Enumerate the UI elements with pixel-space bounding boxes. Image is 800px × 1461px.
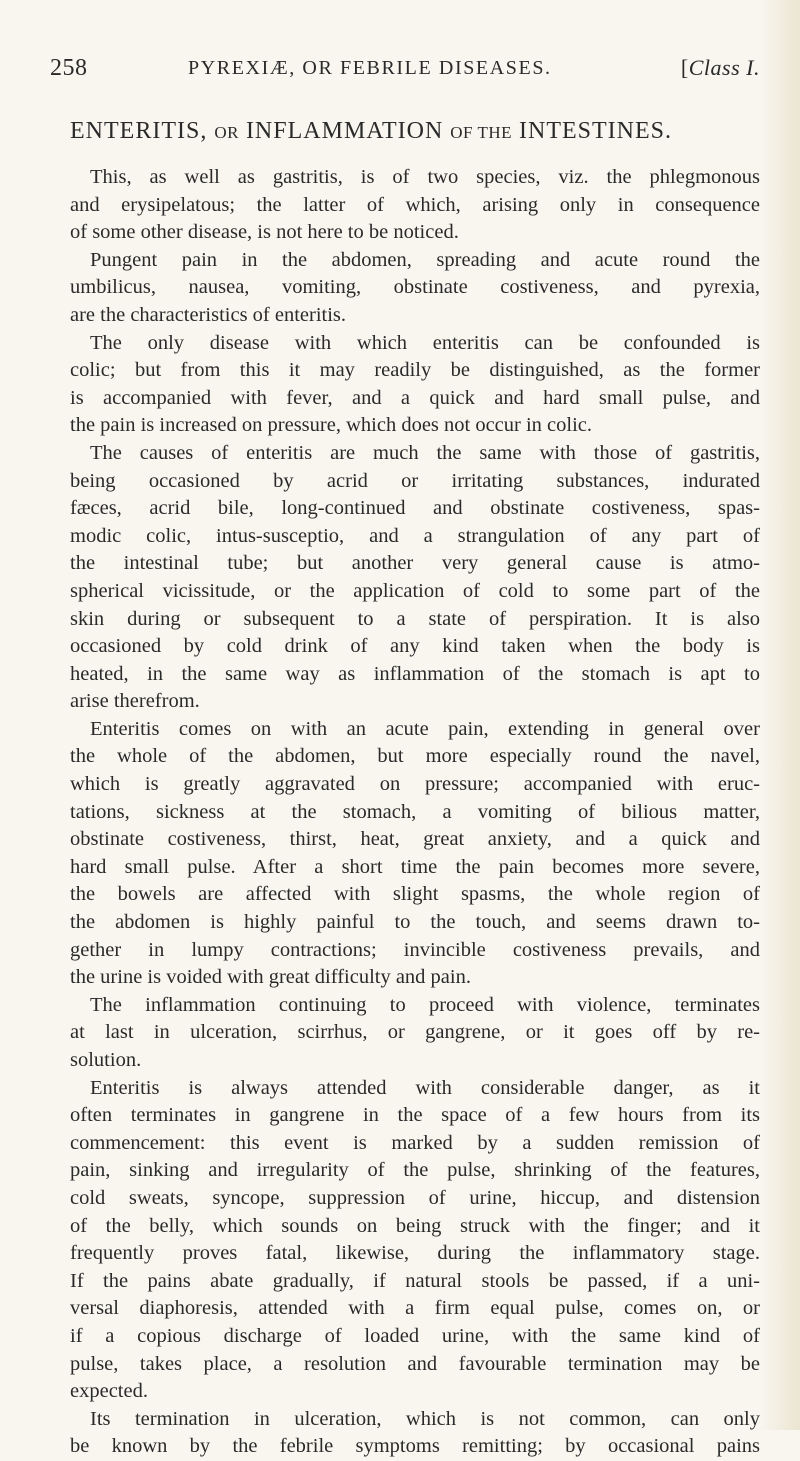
text-line: of some other disease, is not here to be noticed. — [70, 221, 459, 244]
text-line: fæces, acrid bile, long-continued and obstinate costiveness, spas- — [70, 497, 760, 520]
text-line: the pain is increased on pressure, which does not occur in colic. — [70, 414, 593, 437]
text-line: if a copious discharge of loaded urine, with the same kind of — [70, 1324, 760, 1347]
text-line: Its termination in ulceration, which is not common, can only — [90, 1407, 760, 1430]
heading-part-2: INFLAMMATION — [238, 118, 451, 144]
running-title: PYREXIÆ, OR FEBRILE DISEASES. — [188, 57, 552, 79]
text-line: hard small pulse. After a short time the pain becomes more severe, — [70, 855, 760, 878]
heading-part-1: ENTERITIS, — [70, 118, 215, 144]
text-line: at last in ulceration, scirrhus, or gangrene, or it goes off by re- — [70, 1021, 760, 1044]
text-line: arise therefrom. — [70, 690, 200, 713]
text-line: the abdomen is highly painful to the touch, and seems drawn to- — [70, 911, 760, 934]
text-line: expected. — [70, 1380, 148, 1403]
text-line: gether in lumpy contractions; invincible costiveness prevails, and — [70, 938, 760, 961]
text-line: occasioned by cold drink of any kind taken when the body is — [70, 635, 760, 658]
text-line: of the belly, which sounds on being struck with the finger; and it — [70, 1214, 760, 1237]
text-line: modic colic, intus-susceptio, and a strangulation of any part of — [70, 524, 760, 547]
heading-of-the: OF THE — [450, 123, 513, 142]
text-line: The only disease with which enteritis can be confounded is — [90, 331, 760, 354]
text-line: the whole of the abdomen, but more especially round the navel, — [70, 745, 760, 768]
text-line: The causes of enteritis are much the same with those of gastritis, — [90, 441, 760, 464]
text-line: often terminates in gangrene in the space of a few hours from its — [70, 1104, 760, 1127]
text-line: and erysipelatous; the latter of which, arising only in consequence — [70, 193, 760, 216]
text-line: be known by the febrile symptoms remitting; by occasional pains — [70, 1435, 760, 1458]
text-line: obstinate costiveness, thirst, heat, great anxiety, and a quick and — [70, 828, 760, 851]
class-label — [681, 55, 760, 81]
text-line: the urine is voided with great difficulty and pain. — [70, 966, 471, 989]
heading-or: OR — [214, 123, 239, 142]
text-line: umbilicus, nausea, vomiting, obstinate costiveness, and pyrexia, — [70, 276, 760, 299]
text-line: spherical vicissitude, or the application of cold to some part of the — [70, 579, 760, 602]
class-text: Class I. — [688, 55, 760, 80]
text-line: skin during or subsequent to a state of perspiration. It is also — [70, 607, 760, 630]
text-line: is accompanied with fever, and a quick and hard small pulse, and — [70, 386, 760, 409]
running-header — [50, 55, 760, 89]
text-line: versal diaphoresis, attended with a firm equal pulse, comes on, or — [70, 1297, 760, 1320]
class-bracket: [ — [680, 55, 689, 80]
page-edge-shading — [760, 0, 800, 1430]
page-number: 258 — [50, 55, 88, 81]
text-line: are the characteristics of enteritis. — [70, 303, 347, 326]
text-line: commencement: this event is marked by a sudden remission of — [70, 1131, 760, 1154]
text-line: pain, sinking and irregularity of the pulse, shrinking of the features, — [70, 1159, 760, 1182]
text-line: The inflammation continuing to proceed with violence, terminates — [90, 993, 760, 1016]
text-line: being occasioned by acrid or irritating substances, indurated — [70, 469, 760, 492]
text-line: heated, in the same way as inflammation of the stomach is apt to — [70, 662, 760, 685]
text-line: Enteritis is always attended with considerable danger, as it — [90, 1076, 760, 1099]
text-line: solution. — [70, 1049, 142, 1071]
text-line: colic; but from this it may readily be distinguished, as the former — [70, 359, 760, 382]
text-line: frequently proves fatal, likewise, during the inflammatory stage. — [70, 1242, 760, 1265]
text-line: If the pains abate gradually, if natural stools be passed, if a uni- — [70, 1269, 760, 1292]
text-line: Pungent pain in the abdomen, spreading and acute round the — [90, 248, 760, 271]
section-heading — [70, 118, 760, 145]
text-line: which is greatly aggravated on pressure; accompanied with eruc- — [70, 773, 760, 796]
text-line: the bowels are affected with slight spasms, the whole region of — [70, 883, 760, 906]
text-line: the intestinal tube; but another very general cause is atmo- — [70, 552, 760, 575]
text-line: pulse, takes place, a resolution and favourable termination may be — [70, 1352, 760, 1375]
text-line: cold sweats, syncope, suppression of urine, hiccup, and distension — [70, 1186, 760, 1209]
heading-part-3: INTESTINES. — [512, 118, 672, 144]
body-text — [70, 164, 760, 1461]
text-line: tations, sickness at the stomach, a vomiting of bilious matter, — [70, 800, 760, 823]
text-line: Enteritis comes on with an acute pain, extending in general over — [90, 717, 760, 740]
text-line: This, as well as gastritis, is of two species, viz. the phlegmonous — [90, 166, 760, 188]
